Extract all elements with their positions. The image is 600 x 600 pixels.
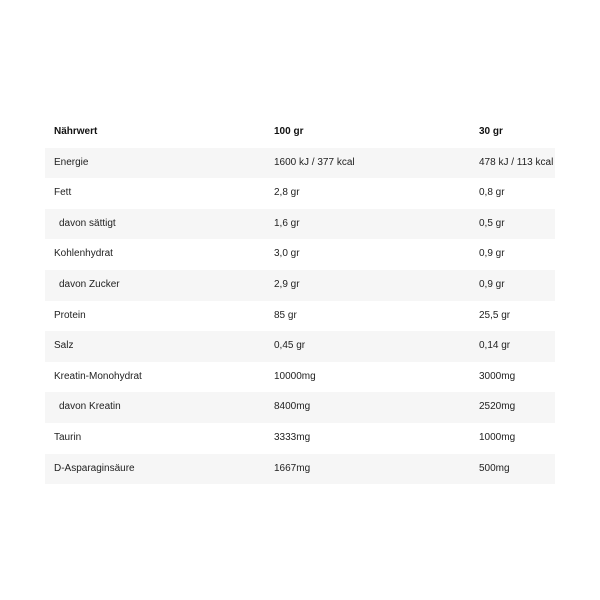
value-per-100g: 3333mg <box>274 431 311 443</box>
nutrient-name: Taurin <box>54 431 82 443</box>
table-row <box>45 270 555 301</box>
header-nutrient: Nährwert <box>54 126 98 137</box>
value-per-30g: 0,9 gr <box>479 278 505 290</box>
value-per-100g: 3,0 gr <box>274 248 300 260</box>
table-header-row <box>45 117 555 148</box>
value-per-30g: 2520mg <box>479 401 516 413</box>
header-per-30g: 30 gr <box>479 126 503 137</box>
value-per-30g: 0,8 gr <box>479 187 505 199</box>
value-per-30g: 0,14 gr <box>479 340 511 352</box>
value-per-30g: 25,5 gr <box>479 309 511 321</box>
header-per-100g: 100 gr <box>274 126 304 137</box>
value-per-100g: 8400mg <box>274 401 311 413</box>
nutrient-name: Fett <box>54 187 72 199</box>
nutrient-name: Kreatin-Monohydrat <box>54 370 142 382</box>
table-row <box>45 209 555 240</box>
nutrient-name: D-Asparaginsäure <box>54 462 135 474</box>
value-per-100g: 10000mg <box>274 370 316 382</box>
table-row <box>45 178 555 209</box>
nutrient-name: Salz <box>54 340 74 352</box>
table-row <box>45 423 555 454</box>
value-per-30g: 478 kJ / 113 kcal <box>479 156 554 168</box>
nutrient-name: davon sättigt <box>59 217 116 229</box>
value-per-100g: 1,6 gr <box>274 217 300 229</box>
table-row <box>45 454 555 485</box>
nutrient-name: davon Kreatin <box>59 401 121 413</box>
table-row <box>45 331 555 362</box>
value-per-30g: 3000mg <box>479 370 516 382</box>
value-per-100g: 0,45 gr <box>274 340 306 352</box>
value-per-30g: 1000mg <box>479 431 516 443</box>
value-per-100g: 2,8 gr <box>274 187 300 199</box>
table-row <box>45 362 555 393</box>
value-per-100g: 85 gr <box>274 309 297 321</box>
value-per-30g: 0,5 gr <box>479 217 505 229</box>
nutrient-name: Kohlenhydrat <box>54 248 113 260</box>
table-row <box>45 239 555 270</box>
value-per-100g: 1667mg <box>274 462 311 474</box>
nutrient-name: Energie <box>54 156 89 168</box>
value-per-100g: 1600 kJ / 377 kcal <box>274 156 355 168</box>
value-per-100g: 2,9 gr <box>274 278 300 290</box>
value-per-30g: 500mg <box>479 462 510 474</box>
table-row <box>45 301 555 332</box>
table-row <box>45 148 555 179</box>
nutrient-name: davon Zucker <box>59 278 120 290</box>
table-row <box>45 392 555 423</box>
nutrient-name: Protein <box>54 309 86 321</box>
nutrition-table <box>45 117 555 484</box>
value-per-30g: 0,9 gr <box>479 248 505 260</box>
